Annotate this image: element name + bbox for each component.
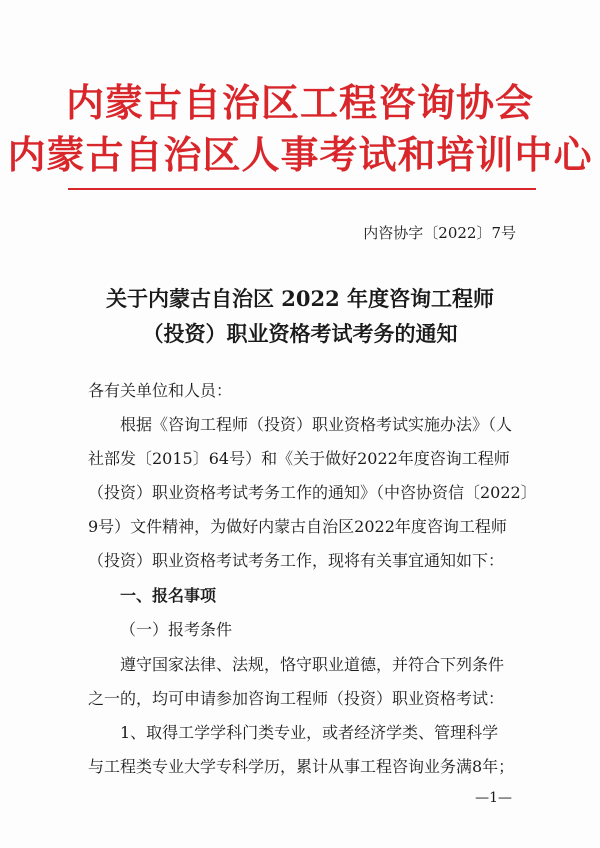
body-line: 遵守国家法律、法规，恪守职业道德，并符合下列条件 xyxy=(120,655,505,674)
body-line: 与工程类专业大学专科学历，累计从事工程咨询业务满8年； xyxy=(88,757,515,776)
page-number: —1— xyxy=(475,790,512,806)
red-divider xyxy=(68,188,536,190)
body-line: 9号）文件精神，为做好内蒙古自治区2022年度咨询工程师 xyxy=(88,517,507,536)
salutation: 各有关单位和人员： xyxy=(88,381,233,400)
issuing-org-2: 内蒙古自治区人事考试和培训中心 xyxy=(7,133,593,177)
document-number: 内咨协字〔2022〕7号 xyxy=(363,224,516,242)
subsection-heading-1: （一）报考条件 xyxy=(120,620,233,639)
title-line-2: （投资）职业资格考试考务的通知 xyxy=(142,321,458,346)
title-line-1: 关于内蒙古自治区 2022 年度咨询工程师 xyxy=(105,286,495,311)
body-line: 之一的，均可申请参加咨询工程师（投资）职业资格考试： xyxy=(88,689,505,708)
body-line: 1、取得工学学科门类专业，或者经济学类、管理科学 xyxy=(120,723,499,742)
issuing-org-1: 内蒙古自治区工程咨询协会 xyxy=(65,81,534,125)
body-line: （投资）职业资格考试考务工作的通知》（中咨协资信〔2022〕 xyxy=(88,483,537,502)
section-heading-1: 一、报名事项 xyxy=(120,586,217,605)
body-line: 根据《咨询工程师（投资）职业资格考试实施办法》（人 xyxy=(120,415,513,434)
body-line: （投资）职业资格考试考务工作，现将有关事宜通知如下： xyxy=(88,551,505,570)
body-line: 社部发〔2015〕64号）和《关于做好2022年度咨询工程师 xyxy=(88,449,510,468)
